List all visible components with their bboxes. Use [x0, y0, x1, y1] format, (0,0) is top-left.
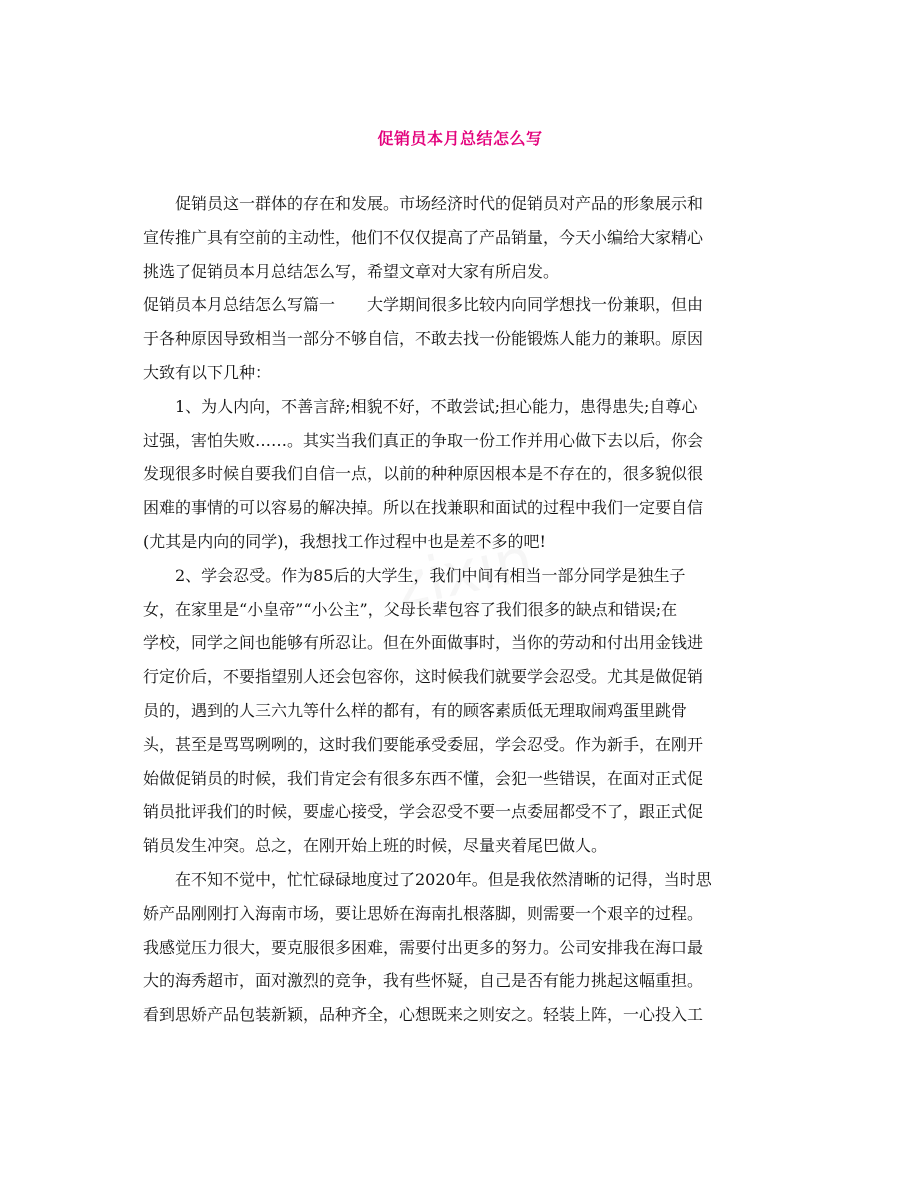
- text-line: 在不知不觉中，忙忙碌碌地度过了2020年。但是我依然清晰的记得，当时思: [175, 869, 712, 889]
- text-line: 看到思娇产品包装新颖，品种齐全，心想既来之则安之。轻装上阵，一心投入工: [143, 1005, 704, 1025]
- text-line: 困难的事情的可以容易的解决掉。所以在找兼职和面试的过程中我们一定要自信: [143, 498, 704, 518]
- text-line: 我感觉压力很大，要克服很多困难，需要付出更多的努力。公司安排我在海口最: [143, 937, 704, 957]
- text-line: 始做促销员的时候，我们肯定会有很多东西不懂，会犯一些错误，在面对正式促: [143, 768, 704, 788]
- text-line: 员的，遇到的人三六九等什么样的都有，有的顾客素质低无理取闹鸡蛋里跳骨: [143, 700, 688, 720]
- text-line: 2、学会忍受。作为85后的大学生，我们中间有相当一部分同学是独生子: [175, 565, 686, 585]
- text-line: 1、为人内向，不善言辞;相貌不好，不敢尝试;担心能力，患得患失;自尊心: [175, 396, 698, 416]
- text-line: 销员发生冲突。总之，在刚开始上班的时候，尽量夹着尾巴做人。: [143, 836, 608, 856]
- text-line: 女，在家里是“小皇帝”“小公主”，父母长辈包容了我们很多的缺点和错误;在: [143, 599, 678, 619]
- text-line: 学校，同学之间也能够有所忍让。但在外面做事时，当你的劳动和付出用金钱进: [143, 633, 704, 653]
- text-line: 行定价后，不要指望别人还会包容你，这时候我们就要学会忍受。尤其是做促销: [143, 667, 704, 687]
- text-line: 娇产品刚刚打入海南市场，要让思娇在海南扎根落脚，则需要一个艰辛的过程。: [143, 903, 704, 923]
- text-line: 发现很多时候自要我们自信一点，以前的种种原因根本是不存在的，很多貌似很: [143, 464, 704, 484]
- text-line: 宣传推广具有空前的主动性，他们不仅仅提高了产品销量，今天小编给大家精心: [143, 227, 704, 247]
- document-title: 促销员本月总结怎么写: [377, 129, 543, 148]
- text-line: 促销员本月总结怎么写篇一 大学期间很多比较内向同学想找一份兼职，但由: [143, 295, 704, 315]
- text-line: (尤其是内向的同学)，我想找工作过程中也是差不多的吧!: [143, 531, 546, 551]
- text-line: 于各种原因导致相当一部分不够自信，不敢去找一份能锻炼人能力的兼职。原因: [143, 329, 704, 349]
- text-line: 挑选了促销员本月总结怎么写，希望文章对大家有所启发。: [143, 261, 560, 281]
- text-line: 大致有以下几种：: [143, 362, 272, 382]
- text-line: 销员批评我们的时候，要虚心接受，学会忍受不要一点委屈都受不了，跟正式促: [143, 802, 704, 822]
- document-body: [143, 187, 783, 1032]
- text-line: 头，甚至是骂骂咧咧的，这时我们要能承受委屈，学会忍受。作为新手，在刚开: [143, 734, 704, 754]
- text-line: 过强，害怕失败……。其实当我们真正的争取一份工作并用心做下去以后，你会: [143, 430, 704, 450]
- text-line: 促销员这一群体的存在和发展。市场经济时代的促销员对产品的形象展示和: [175, 194, 704, 213]
- text-line: 大的海秀超市，面对激烈的竞争，我有些怀疑，自己是否有能力挑起这幅重担。: [143, 971, 704, 991]
